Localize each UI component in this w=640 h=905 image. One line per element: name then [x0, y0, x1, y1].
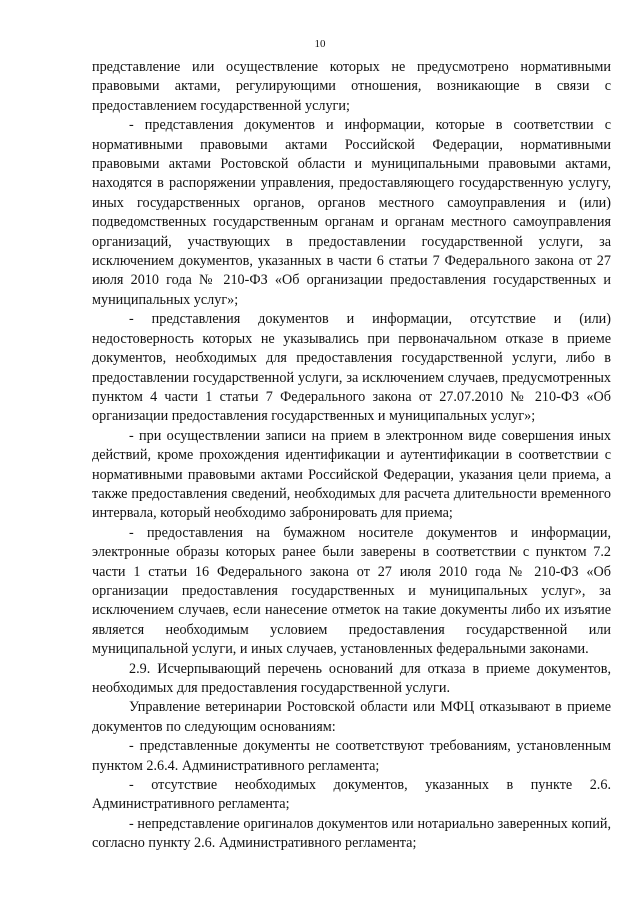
section-heading-2-9: 2.9. Исчерпывающий перечень оснований для отказа в приеме документов, необходимых для предоставления государственной услуги. — [92, 660, 611, 696]
paragraph-item: - при осуществлении записи на прием в электронном виде совершения иных действий, кроме прохождения идентификации и аутентификации в соответствии с нормативными правовыми актами Российской Федерации, указания цели приема, а также предоставления сведений, необходимых для расчета длительности временного интервала, который необходимо забронировать для приема; — [92, 427, 611, 522]
paragraph-item: - представленные документы не соответствуют требованиям, установленным пунктом 2.6.4. Административного регламента; — [92, 738, 611, 774]
paragraph-intro: Управление ветеринарии Ростовской области или МФЦ отказывают в приеме документов по следующим основаниям: — [92, 699, 611, 735]
paragraph-item: - непредставление оригиналов документов или нотариально заверенных копий, согласно пункту 2.6. Административного регламента; — [92, 815, 611, 852]
page-number: 10 — [314, 38, 326, 50]
paragraph-item: - представления документов и информации, которые в соответствии с нормативными правовыми актами Российской Федерации, нормативными правовыми актами Ростовской области и муниципальными правовыми актами, находятся в распоряжении управления, предоставляющего государственную услугу, иных государственных органов, органов местного самоуправления и (или) подведомственных государственным органам и органам местного самоуправления организаций, участвующих в предоставлении государственной услуги, за исключением документов, указанных в части 6 статьи 7 Федерального закона от 27 июля 2010 года № 210-ФЗ «Об организации предоставления государственных и муниципальных услуг»; — [92, 117, 611, 308]
document-body — [92, 58, 611, 854]
paragraph-item: - предоставления на бумажном носителе документов и информации, электронные образы которых ранее были заверены в соответствии с пунктом 7.2 части 1 статьи 16 Федерального закона от 27 июля 2010 года № 210-ФЗ «Об организации предоставления государственных и муниципальных услуг», за исключением случаев, если нанесение отметок на такие документы либо их изъятие является необходимым условием предоставления государственной или муниципальной услуги, и иных случаев, установленных федеральными законами. — [92, 524, 611, 658]
paragraph-item: - представления документов и информации, отсутствие и (или) недостоверность которых не указывались при первоначальном отказе в приеме документов, необходимых для предоставления государственной услуги, либо в предоставлении государственной услуги, за исключением случаев, предусмотренных пунктом 4 части 1 статьи 7 Федерального закона от 27.07.2010 № 210-ФЗ «Об организации предоставления государственных и муниципальных услуг»; — [92, 311, 611, 425]
paragraph-continuation: представление или осуществление которых не предусмотрено нормативными правовыми актами, регулирующими отношения, возникающие в связи с предоставлением государственной услуги; — [92, 59, 611, 114]
paragraph-item: - отсутствие необходимых документов, указанных в пункте 2.6. Административного регламента; — [92, 777, 611, 813]
